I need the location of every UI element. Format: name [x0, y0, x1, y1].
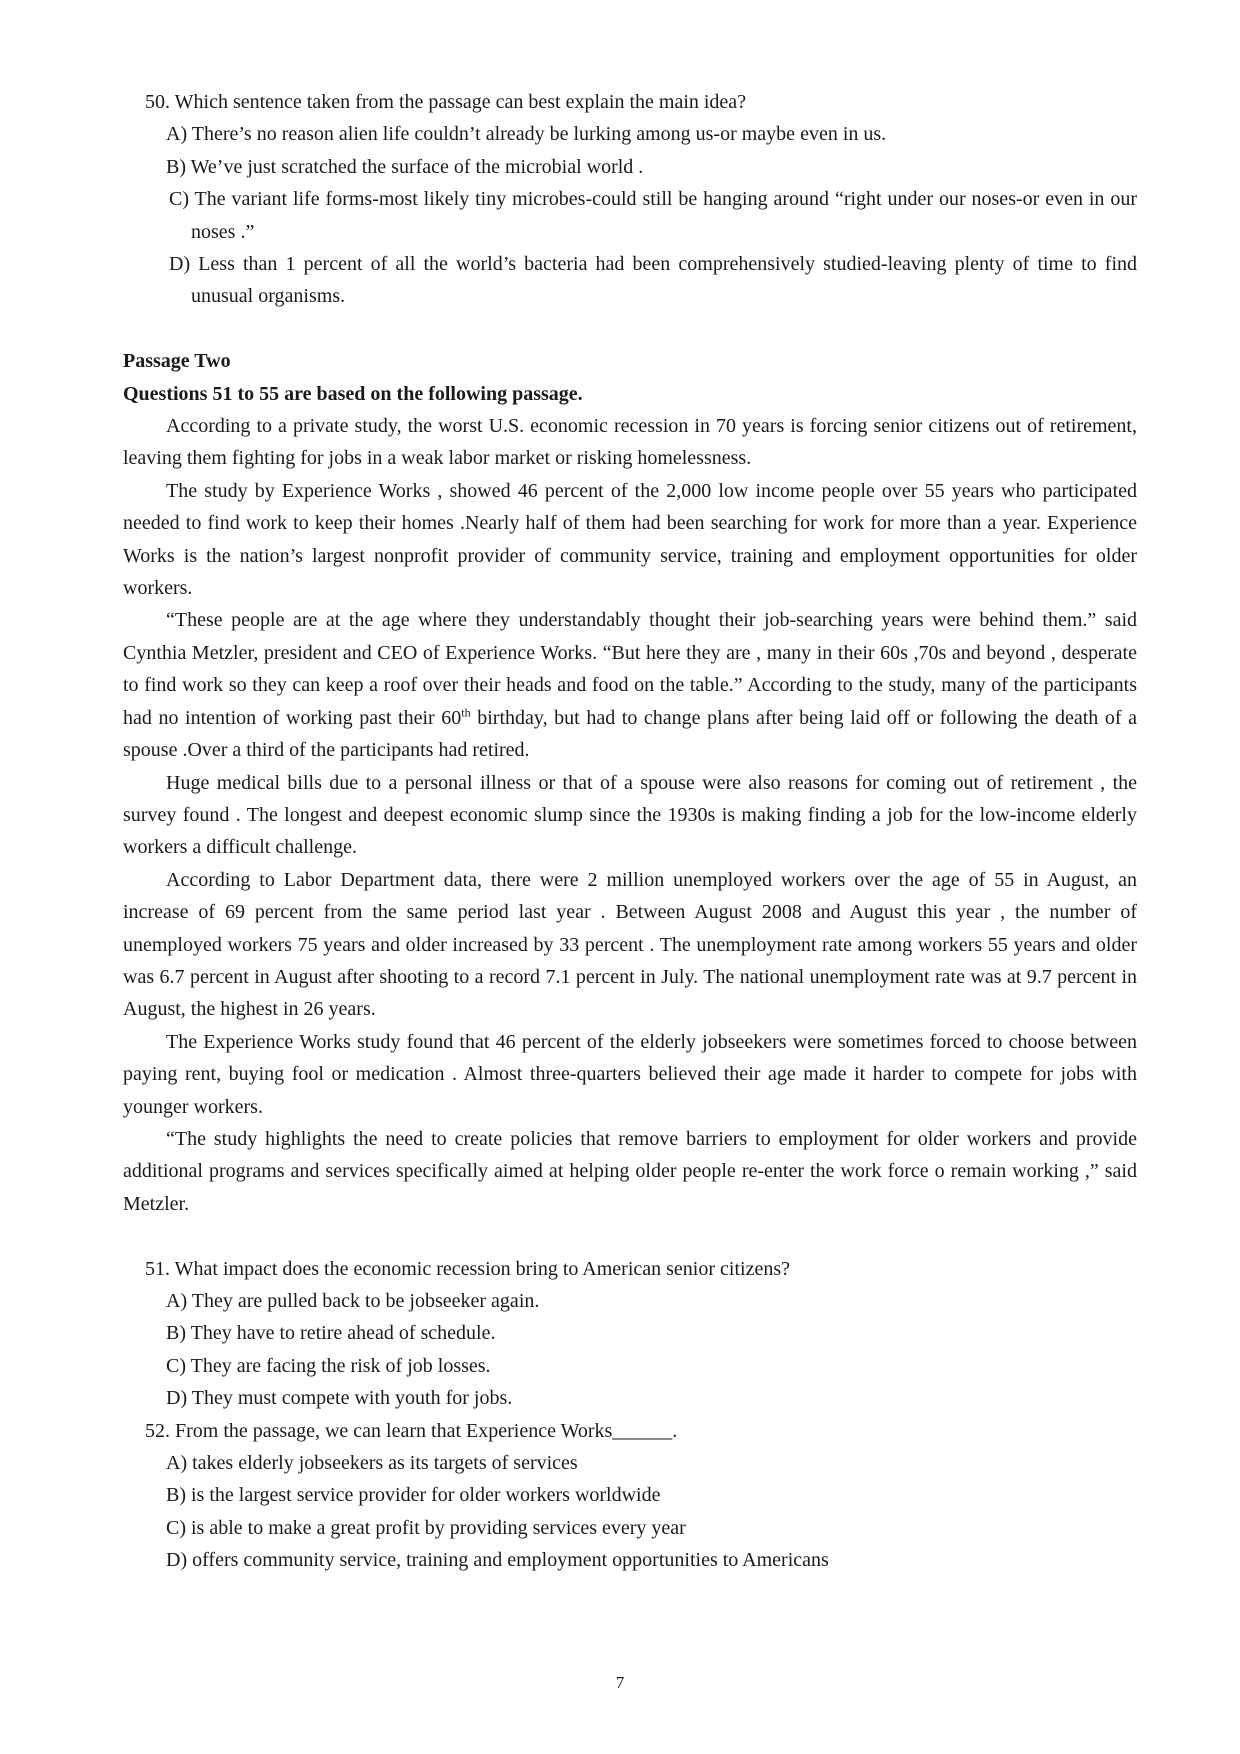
paragraph-text: birthday, but had to change plans after being laid off or following the death of a spouse .Over a third of the participants had retired.	[123, 706, 1137, 762]
question-51-option-a: A) They are pulled back to be jobseeker again.	[166, 1290, 540, 1312]
passage-title: Passage Two	[123, 350, 231, 373]
question-50-option-a: A) There’s no reason alien life couldn’t already be lurking among us-or maybe even in us.	[166, 123, 887, 146]
question-52-stem: 52. From the passage, we can learn that Experience Works______.	[145, 1419, 678, 1442]
passage-instruction: Questions 51 to 55 are based on the following passage.	[123, 382, 583, 405]
spacer	[123, 313, 1137, 345]
page-content	[123, 86, 1137, 1577]
passage-paragraph: According to a private study, the worst U.S. economic recession in 70 years is forcing senior citizens out of retirement, leaving them fighting for jobs in a weak labor market or risking homelessness.	[123, 415, 1137, 470]
paragraph-text: “These people are at the age where they understandably thought their job-searching years were behind them.” said Cynthia Metzler, president and CEO of Experience Works. “But here they are , many in their 60s ,70s and beyond , desperate to find work so they can keep a roof over their heads and food on the table.” According to the study, many of the participants had no intention of working past their 60	[123, 609, 1137, 729]
passage-paragraph: The Experience Works study found that 46 percent of the elderly jobseekers were sometimes forced to choose between paying rent, buying fool or medication . Almost three-quarters believed their age made it harder to compete for jobs with younger workers.	[123, 1030, 1137, 1118]
question-50-option-c: C) The variant life forms-most likely tiny microbes-could still be hanging around “right under our noses-or even in our noses .”	[169, 188, 1137, 243]
question-51-option-d: D) They must compete with youth for jobs.	[166, 1387, 513, 1410]
question-50-option-d: D) Less than 1 percent of all the world’s bacteria had been comprehensively studied-leaving plenty of time to find unusual organisms.	[169, 253, 1137, 308]
question-52-option-d: D) offers community service, training and employment opportunities to Americans	[166, 1549, 829, 1572]
page-number: 7	[615, 1673, 625, 1692]
passage-paragraph: According to Labor Department data, there were 2 million unemployed workers over the age of 55 in August, an increase of 69 percent from the same period last year . Between August 2008 and August this year , the number of unemployed workers 75 years and older increased by 33 percent . The unemployment rate among workers 55 years and older was 6.7 percent in August after shooting to a record 7.1 percent in July. The national unemployment rate was at 9.7 percent in August, the highest in 26 years.	[123, 868, 1137, 1021]
spacer	[123, 1220, 1137, 1252]
question-51-stem: 51. What impact does the economic recession bring to American senior citizens?	[145, 1257, 790, 1280]
passage-paragraph: The study by Experience Works , showed 46 percent of the 2,000 low income people over 55 years who participated needed to find work to keep their homes .Nearly half of them had been searching for work for more than a year. Experience Works is the nation’s largest nonprofit provider of community service, training and employment opportunities for older workers.	[123, 479, 1137, 600]
question-51-option-c: C) They are facing the risk of job losses.	[166, 1354, 491, 1377]
passage-paragraph	[123, 604, 1137, 766]
passage-paragraph: Huge medical bills due to a personal illness or that of a spouse were also reasons for coming out of retirement , the survey found . The longest and deepest economic slump since the 1930s is making finding a job for the low-income elderly workers a difficult challenge.	[123, 771, 1137, 859]
superscript: th	[461, 705, 471, 720]
question-50-option-b: B) We’ve just scratched the surface of the microbial world .	[166, 155, 644, 178]
passage-paragraph: “The study highlights the need to create policies that remove barriers to employment for older workers and provide additional programs and services specifically aimed at helping older people re-enter the work force o remain working ,” said Metzler.	[123, 1127, 1137, 1215]
question-52-option-a: A) takes elderly jobseekers as its targets of services	[166, 1452, 578, 1475]
question-51-option-b: B) They have to retire ahead of schedule.	[166, 1322, 496, 1345]
question-52-option-c: C) is able to make a great profit by providing services every year	[166, 1516, 686, 1539]
question-50-stem: 50. Which sentence taken from the passage can best explain the main idea?	[145, 91, 747, 113]
question-52-option-b: B) is the largest service provider for older workers worldwide	[166, 1484, 661, 1507]
